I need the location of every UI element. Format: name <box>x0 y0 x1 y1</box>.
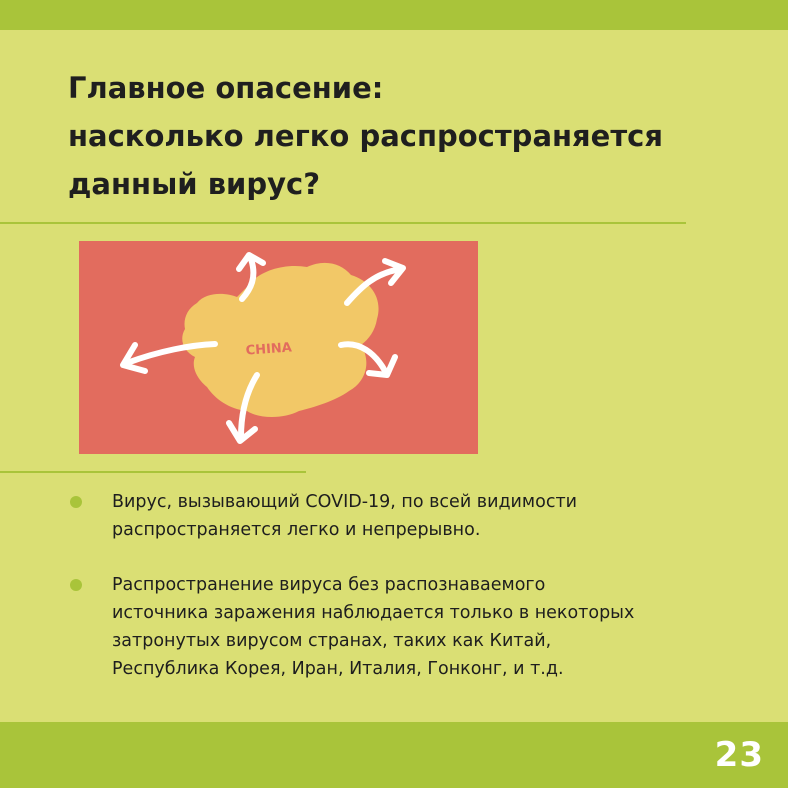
title-line: Главное опасение: <box>68 71 384 105</box>
bullet-text-line: источника заражения наблюдается только в некоторых <box>112 603 635 623</box>
bullet-text-line: Распространение вируса без распознаваемого <box>112 575 546 595</box>
list-item <box>70 488 760 544</box>
page-title <box>68 64 768 208</box>
page-number: 23 <box>714 735 764 775</box>
bullet-text-line: Вирус, вызывающий COVID-19, по всей видимости <box>112 492 578 512</box>
list-item <box>70 571 760 683</box>
china-map-label: CHINA <box>245 340 293 359</box>
divider <box>0 471 306 473</box>
bullet-dot-icon <box>70 579 82 591</box>
bullet-text-line: распространяется легко и непрерывно. <box>112 520 481 540</box>
footer-bar <box>0 722 788 788</box>
bullet-list <box>70 488 760 710</box>
bullet-text-line: затронутых вирусом странах, таких как Китай, <box>112 631 552 651</box>
bullet-dot-icon <box>70 496 82 508</box>
bullet-text-line: Республика Корея, Иран, Италия, Гонконг, и т.д. <box>112 659 564 679</box>
china-spread-illustration <box>79 241 478 454</box>
top-bar <box>0 0 788 30</box>
divider <box>0 222 686 224</box>
title-line: насколько легко распространяется <box>68 119 663 153</box>
title-line: данный вирус? <box>68 167 321 201</box>
